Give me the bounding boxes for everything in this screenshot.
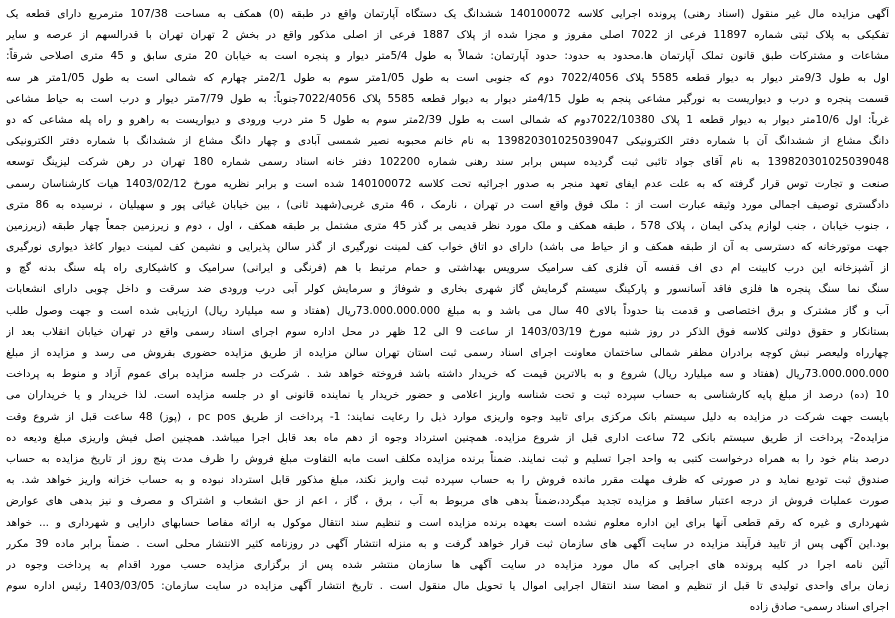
notice-line-8: 139820301025039048 به نام آقای جواد تائبی ثبت گردیده سپس برابر سند رهنی شماره 102200 دفتر خانه اسناد رسمی شماره 180 تهران در رهن شرکت لیزینگ توسعه [6,156,889,169]
notice-line-1: آگهی مزایده مال غیر منقول (اسناد رهنی) پرونده اجرایی کلاسه 140100072 ششدانگ یک دستگاه آپارتمان واقع در طبقه (0) همکف به مساحت 107/38 مترمربع دارای قطعه یک [6,8,889,20]
notice-line-28: زمان برای واحدی تولیدی تا قبل از تنظیم و امضا سند انتقال اجرایی اموال یا تحویل مال منقول است . تاریخ انتشار آگهی مزایده در سایت سازمان: 1403/03/05 رئیس اداره سوم [6,580,889,593]
notice-line-15: آب و گاز مشترک و برق اختصاصی و قدمت بنا حدوداً بالای 40 سال می باشد و به مبلغ 73.000.000.000ریال (هفتاد و سه میلیارد ریال) ارزیابی شده است و جهت وصول طلب [6,304,889,317]
notice-line-10: دادگستری توصیف اجمالی مورد وثیقه عبارت است از : ملک فوق واقع است در تهران ، نارمک ، 46 متری غربی(شهید ثانی) ، بین خیابان غیاثی پور و سهیلیان ، نرسیده به 86 متری [6,198,889,211]
notice-line-20: بایست جهت شرکت در مزایده به دلیل سیستم بانک مرکزی برای تایید وجوه واریزی موارد ذیل را رعایت نمایند: 1- پرداخت از طریق pc pos ، (پوز) 48 ساعت قبل از شروع وقت [6,410,889,423]
notice-line-23: صندوق ثبت تودیع نماید و در صورتی که ظرف مهلت مقرر مانده فروش را به حساب سپرده ثبت واریز نکند، مبلغ مذکور قابل استرداد نبوده و به حساب خزانه واریز خواهد شد. به [6,474,889,487]
notice-line-4: اول به طول 9/3متر دیوار به دیوار قطعه 5585 پلاک 7022/4056 دوم که جنوبی است به طول 1/05متر سوم به طول 2/1متر چهارم که شمالی است به طول 1/05متر هر سه [6,71,889,84]
notice-line-5: قسمت پنجره و درب و دیواریست به نورگیر مشاعی پنجم به طول 4/15متر دیوار به دیوار قطعه 5585 پلاک 7022/4056جنوباً: به طول 7/79متر دیوار و درب است به حیاط مشاعی [6,92,889,105]
notice-line-25: شهرداری و غیره که رقم قطعی آنها برای این اداره معلوم نشده است بعهده برنده مزایده است و تنظیم سند انتقال موکول به ارائه مفاصا حسابهای دارایی و شهرداری و ... خواهد [6,516,889,529]
notice-signature-line: اجرای اسناد رسمی- صادق زاده [749,601,889,614]
notice-line-22: درصد بنام خود را به همراه درخواست کتبی به واحد اجرا تسلیم و ثبت نمایند. ضمناً برنده مزایده مکلف است مابه التفاوت مبلغ فروش را ظرف مدت پنج روز از تاریخ مزایده به حساب [6,452,889,465]
notice-line-11: ، جنوب خیابان ، جنب لوازم یدکی ایمان ، پلاک 578 ، طبقه همکف و ملک مورد نظر قدیمی بر گذر 45 متری مشتمل بر طبقه همکف ، اول ، دوم و زیرزمین جمعاً چهار طبقه (زیرزمین [6,219,889,232]
notice-line-17: چهارراه ولیعصر نبش کوچه برادران مظفر شمالی ساختمان معاونت اجرای اسناد رسمی ثبت استان تهران سالن مزایده از طریق مزایده حضوری بفروش می رسد و مزایده از مبلغ [6,347,889,359]
notice-line-14: سنگ نما سنگ پنجره ها فلزی فاقد آسانسور و پارکینگ سیستم گرمایش گاز شهری بخاری و شوفاژ و سرمایش کولر آبی درب ورودی ضد سرقت و داخل چوبی دارای انشعابات [6,283,889,296]
notice-line-13: از آشپزخانه این درب کابینت ام دی اف قفسه آن فلزی کف سرامیک سرویس بهداشتی و حمام مرتبط با هم (فرنگی و ایرانی) سرامیک و کاشیکاری راه پله سنگ بدنه گچ و [6,262,889,275]
notice-line-18: 73.000.000.000ریال (هفتاد و سه میلیارد ریال) شروع و به بالاترین قیمت که خریدار داشته باشد فروخته خواهد شد . شرکت در جلسه مزایده برای عموم آزاد و منوط به پرداخت [6,368,889,381]
notice-line-24: صورت عملیات فروش از درجه اعتبار ساقط و مزایده تجدید میگردد،ضمناً بدهی های مربوط به آب ، برق ، گاز ، اعم از حق انشعاب و اشتراک و مصرف و نیز بدهی های عوارض [6,495,889,508]
notice-line-12: جهت موتورخانه که دسترسی به آن از طبقه همکف و از حیاط می باشد) دارای دو اتاق خواب کف لمینت نورگیری از گذر سالن پذیرایی و نشیمن کف لمینت دیوار کاغذ دیواری نورگیری [6,241,889,254]
notice-line-9: صنعت و تجارت توس قرار گرفته که به علت عدم ایفای تعهد منجر به صدور اجرائیه تحت کلاسه 140100072 شده است و برابر نظریه مورخ 1403/02/12 هیات کارشناسان رسمی [6,177,889,190]
notice-line-6: غرباً: اول 10/6متر دیوار به دیوار قطعه 1 پلاک 7022/10380دوم که شمالی است به طول 2/39متر سوم به طول 5 متر درب ورودی و دیواریست به راهرو و راه پله مشاعی که دو [6,113,889,126]
notice-line-7: دانگ مشاع از ششدانگ آن با شماره دفتر الکترونیکی 139820301025039047 به نام خانم محبوبه نصیر شمسی آبادی و چهار دانگ مشاع از ششدانگ با شماره دفتر الکترونیکی [6,135,889,148]
notice-line-26: بود.این آگهی پس از تایید فرآیند مزایده در سایت آگهی های سازمان ثبت قرار خواهد گرفت و به منزله انتشار آگهی در روزنامه کثیر الانتشار محلی است . ضمناً برابر ماده 39 مکرر [6,537,889,550]
notice-line-3: مشاعات و مشترکات طبق قانون تملک آپارتمان ها.محدود به حدود: حدود آپارتمان: شمالاً به طول 5/4متر دیوار و پنجره است به خیابان 20 متری سابق و 45 متری اصلاحی شرقاً: [6,50,889,63]
notice-line-27: آئین نامه اجرا در کلیه پرونده های اجرایی که مال مورد مزایده در سایت آگهی ها سازمان منتشر شده پس از برگزاری مزایده حسب مورد اقدام به پرداخت وجوه در [6,558,889,571]
notice-line-21: مزایده2- پرداخت از طریق سیستم بانکی 72 ساعت اداری قبل از شروع مزایده. همچنین استرداد وجوه از دهم ماه بعد قابل اجرا میباشد. همچنین اصل فیش واریزی مبلغ ودیعه ده [6,431,889,444]
auction-notice-text [6,4,889,618]
notice-line-2: تفکیکی به پلاک ثبتی شماره 11897 فرعی از 7022 اصلی مفروز و مجزا شده از پلاک 1887 فرعی از اصلی مذکور واقع در بخش 2 تهران تهران با قدرالسهم از عرصه و سایر [6,29,889,42]
notice-line-16: بستانکار و حقوق دولتی کلاسه فوق الذکر در روز شنبه مورخ 1403/03/19 از ساعت 9 الی 12 ظهر در محل اداره سوم اجرای اسناد رسمی واقع در تهران خیابان انقلاب بعد از [6,325,889,338]
notice-line-19: 10 (ده) درصد از مبلغ پایه کارشناسی به حساب سپرده ثبت و تحت شناسه واریز اعلامی و حضور خریدار یا نماینده قانونی او در جلسه مزایده است. لذا خریدار و یا خریداران می [6,389,889,402]
